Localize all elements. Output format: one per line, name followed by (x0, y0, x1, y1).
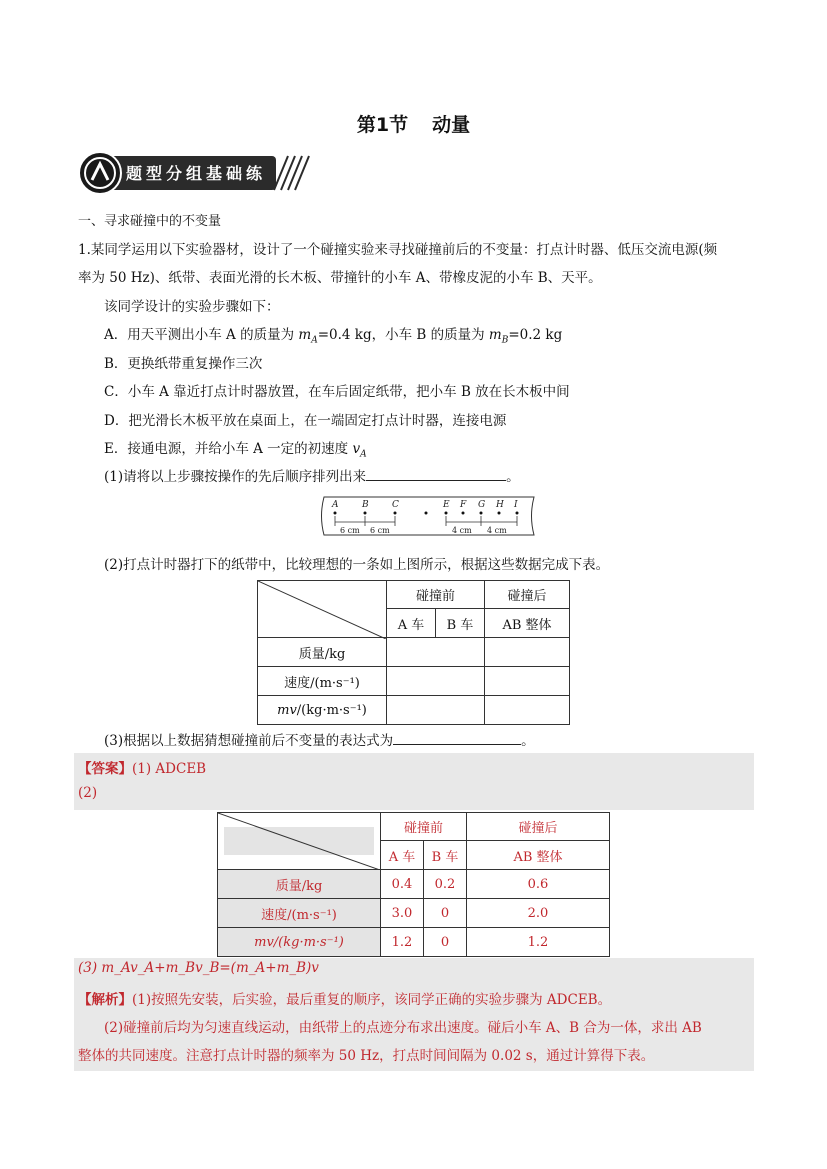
tape-point-a: A (332, 500, 339, 510)
diagonal-line (258, 581, 386, 639)
tape-point-f: F (460, 500, 467, 510)
answer-blank-3[interactable] (393, 732, 521, 745)
header-ab: AB 整体 (485, 609, 570, 638)
question-3: (3)根据以上数据猜想碰撞前后不变量的表达式为 。 (104, 733, 535, 749)
tape-dot (364, 512, 367, 515)
analysis-line-3: 整体的共同速度。注意打点计时器的频率为 50 Hz，打点时间间隔为 0.02 s，通过计算得下表。 (78, 1048, 655, 1064)
design-text: 该同学设计的实验步骤如下： (104, 299, 280, 315)
step-c: C．小车 A 靠近打点计时器放置，在车后固定纸带，把小车 B 放在长木板中间 (104, 384, 570, 400)
answer-header-after: 碰撞后 (467, 813, 610, 841)
answer-blank-1[interactable] (366, 468, 506, 481)
diagonal-header-cell (258, 581, 387, 638)
answer-cell: 0.2 (424, 870, 467, 899)
answer-header-car-b: B 车 (424, 841, 467, 870)
input-cell[interactable] (485, 667, 570, 696)
answer-cell: 1.2 (381, 928, 424, 957)
answer-row-label: 速度/(m·s⁻¹) (218, 899, 381, 928)
answer-line-3: (3) m_Av_A+m_Bv_B=(m_A+m_B)v (78, 960, 319, 976)
answer-cell: 0 (424, 928, 467, 957)
problem-intro-line1: 1.某同学运用以下实验器材，设计了一个碰撞实验来寻找碰撞前后的不变量：打点计时器、低压交流电源(频 (78, 242, 718, 258)
answer-header-ab: AB 整体 (467, 841, 610, 870)
section-number: 第1节 (356, 114, 409, 136)
step-e: E．接通电源，并给小车 A 一定的初速度 $v_A$ (104, 441, 367, 460)
tape-label-eg: 4 cm (452, 526, 472, 535)
answer-cell: 0 (424, 899, 467, 928)
row-mv-label: mv/(kg·m·s⁻¹) (258, 696, 387, 725)
tape-point-g: G (478, 500, 486, 510)
question-table (257, 580, 570, 725)
input-cell[interactable] (387, 638, 485, 667)
analysis-label: 【解析】 (78, 992, 132, 1008)
answer-line-1: 【答案】(1) ADCEB (78, 761, 207, 777)
input-cell[interactable] (485, 638, 570, 667)
tape-dot (480, 512, 483, 515)
header-car-b: B 车 (436, 609, 485, 638)
answer-cell: 2.0 (467, 899, 610, 928)
answer-row-label: 质量/kg (218, 870, 381, 899)
header-after: 碰撞后 (485, 581, 570, 609)
step-d: D．把光滑长木板平放在桌面上，在一端固定打点计时器，连接电源 (104, 413, 507, 429)
answer-cell: 0.4 (381, 870, 424, 899)
analysis-line-2: (2)碰撞前后均为匀速直线运动，由纸带上的点迹分布求出速度。碰后小车 A、B 合为一体，求出 AB (104, 1020, 702, 1036)
question-2: (2)打点计时器打下的纸带中，比较理想的一条如上图所示，根据这些数据完成下表。 (104, 557, 610, 573)
tape-dot (334, 512, 337, 515)
answer-diagonal-line (218, 813, 380, 870)
answer-diagonal-cell (218, 813, 381, 870)
answer-header-before: 碰撞前 (381, 813, 467, 841)
answer-row-label: mv/(kg·m·s⁻¹) (218, 928, 381, 957)
problem-intro-line2: 率为 50 Hz)、纸带、表面光滑的长木板、带撞针的小车 A、带橡皮泥的小车 B、天平。 (78, 270, 602, 286)
tape-dot (394, 512, 397, 515)
analysis-line-1: 【解析】(1)按照先安装，后实验，最后重复的顺序，该同学正确的实验步骤为 ADCEB。 (78, 992, 612, 1008)
answer-table (217, 812, 610, 957)
tape-label-gi: 4 cm (487, 526, 507, 535)
question-1: (1)请将以上步骤按操作的先后顺序排列出来 。 (104, 469, 520, 485)
step-a: A．用天平测出小车 A 的质量为 $m_A=0.4$ kg，小车 B 的质量为 $m_B=0.2$ kg (104, 327, 563, 346)
answer-cell: 1.2 (467, 928, 610, 957)
tape-point-c: C (392, 500, 399, 510)
row-mass-label: 质量/kg (258, 638, 387, 667)
tape-label-ab: 6 cm (340, 526, 360, 535)
row-speed-label: 速度/(m·s⁻¹) (258, 667, 387, 696)
tape-dot (498, 512, 501, 515)
banner-text: 题型分组基础练 (126, 164, 267, 183)
input-cell[interactable] (485, 696, 570, 725)
tape-label-bc: 6 cm (370, 526, 390, 535)
tape-point-h: H (496, 500, 504, 510)
section-heading: 一、寻求碰撞中的不变量 (78, 214, 222, 229)
section-topic: 动量 (432, 114, 471, 136)
banner-graphic (78, 150, 310, 196)
answer-label: 【答案】 (78, 761, 132, 777)
tape-point-e: E (443, 500, 450, 510)
paper-tape-figure (318, 494, 540, 540)
input-cell[interactable] (387, 696, 485, 725)
answer-cell: 3.0 (381, 899, 424, 928)
step-b: B．更换纸带重复操作三次 (104, 356, 263, 372)
tape-dot (462, 512, 465, 515)
header-car-a: A 车 (387, 609, 436, 638)
input-cell[interactable] (387, 667, 485, 696)
tape-point-i: I (514, 500, 518, 510)
tape-dot (516, 512, 519, 515)
answer-header-car-a: A 车 (381, 841, 424, 870)
tape-dot (425, 512, 428, 515)
section-banner (78, 150, 310, 196)
tape-dot (445, 512, 448, 515)
answer-line-2: (2) (78, 785, 98, 801)
answer-cell: 0.6 (467, 870, 610, 899)
page-title (0, 110, 827, 137)
tape-point-b: B (362, 500, 369, 510)
header-before: 碰撞前 (387, 581, 485, 609)
